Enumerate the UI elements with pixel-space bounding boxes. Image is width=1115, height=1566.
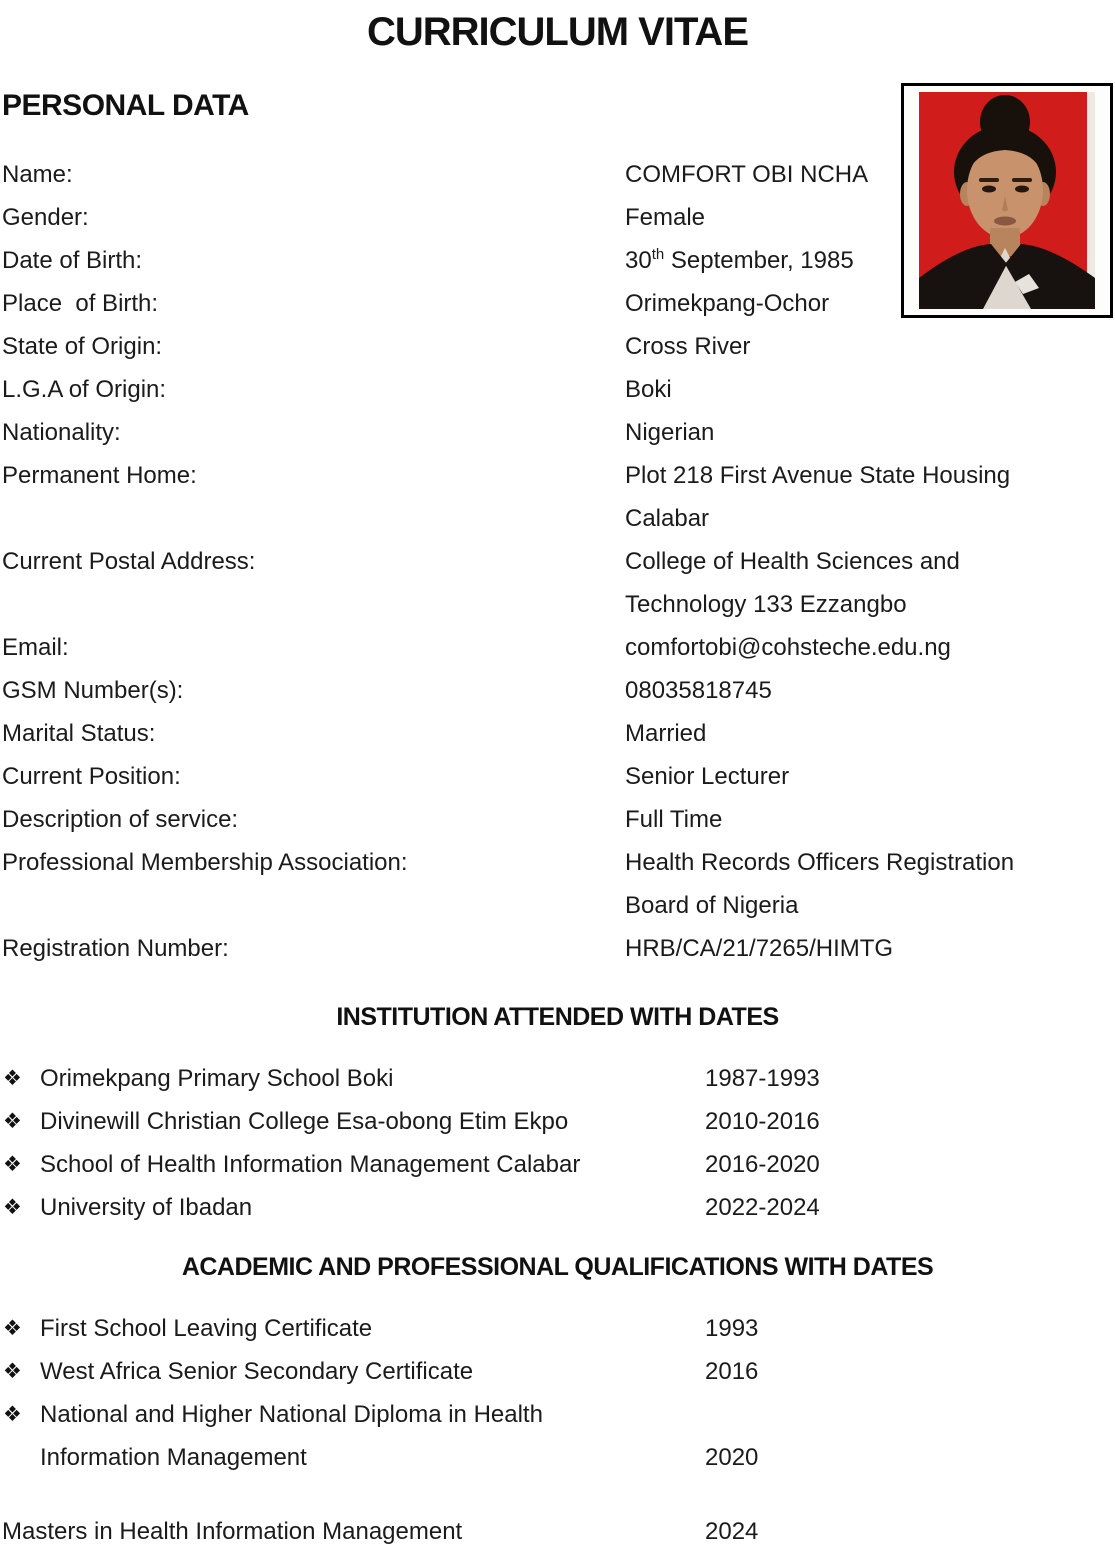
diamond-bullet-icon: ❖ [3,1067,22,1090]
diamond-bullet-icon: ❖ [3,1110,22,1133]
field-label: Registration Number: [2,935,229,962]
field-value [625,626,951,669]
field-value [625,755,789,798]
personal-data-row [2,712,1115,755]
passport-photo-graphic [919,92,1095,309]
field-value [625,325,750,368]
list-item-dates: 2010-2016 [705,1108,820,1135]
diamond-bullet-icon: ❖ [3,1153,22,1176]
field-value-line: Full Time [625,806,723,833]
personal-data-row [2,669,1115,712]
institution-row [0,1143,1115,1186]
field-value [625,927,893,970]
personal-data-row [2,626,1115,669]
list-item-text: First School Leaving Certificate [40,1315,373,1342]
field-label: Marital Status: [2,720,156,747]
field-value-line: Nigerian [625,419,715,446]
list-item-text: National and Higher National Diploma in Health [40,1401,543,1428]
field-label: Name: [2,161,73,188]
field-value-line: COMFORT OBI NCHA [625,161,869,188]
field-value [625,411,714,454]
list-item-text: Orimekpang Primary School Boki [40,1065,394,1092]
field-label: Professional Membership Association: [2,849,408,876]
field-value [625,368,672,411]
diamond-bullet-icon: ❖ [3,1403,22,1426]
field-value [625,540,960,626]
field-label: Date of Birth: [2,247,143,274]
passport-photo [901,83,1113,318]
field-value-line: Cross River [625,333,751,360]
institution-row [0,1100,1115,1143]
field-value-line: HRB/CA/21/7265/HIMTG [625,935,894,962]
field-value-line: Boki [625,376,672,403]
qualification-row [0,1307,1115,1350]
field-label: Permanent Home: [2,462,197,489]
field-label: Current Postal Address: [2,548,256,575]
diamond-bullet-icon: ❖ [3,1196,22,1219]
diamond-bullet-icon: ❖ [3,1317,22,1340]
field-label: GSM Number(s): [2,677,184,704]
personal-data-row [2,755,1115,798]
list-item-dates: 2016 [705,1358,759,1385]
list-item-text: School of Health Information Management Calabar [40,1151,581,1178]
list-item-text: Information Management [40,1444,307,1471]
field-value-line: Technology 133 Ezzangbo [625,591,907,618]
document-title: CURRICULUM VITAE [366,10,748,54]
qualifications-heading: ACADEMIC AND PROFESSIONAL QUALIFICATIONS WITH DATES [181,1253,934,1281]
field-label: Current Position: [2,763,181,790]
qualification-row [0,1393,1115,1436]
institution-row [0,1186,1115,1229]
field-value-line: Health Records Officers Registration [625,849,1015,876]
field-value [625,841,1014,927]
personal-data-row [2,540,1115,626]
list-item-text: University of Ibadan [40,1194,253,1221]
field-label: L.G.A of Origin: [2,376,167,403]
field-value-line: Calabar [625,505,710,532]
list-item-dates: 2022-2024 [705,1194,820,1221]
field-value-line: Married [625,720,707,747]
institutions-list [0,1057,1115,1229]
list-item-dates: 2016-2020 [705,1151,820,1178]
list-item-text: West Africa Senior Secondary Certificate [40,1358,474,1385]
qualification-row [0,1350,1115,1393]
field-label: State of Origin: [2,333,163,360]
field-label: Description of service: [2,806,239,833]
field-value [625,454,1010,540]
personal-data-row [2,798,1115,841]
personal-data-row [2,841,1115,927]
field-label: Email: [2,634,69,661]
institutions-heading: INSTITUTION ATTENDED WITH DATES [336,1003,779,1031]
field-label: Gender: [2,204,89,231]
personal-data-row [2,368,1115,411]
field-value-line: Plot 218 First Avenue State Housing [625,462,1011,489]
field-value-line: Board of Nigeria [625,892,799,919]
field-value-line: 30th September, 1985 [625,246,854,274]
diamond-bullet-icon: ❖ [3,1360,22,1383]
personal-data-row [2,454,1115,540]
field-value-line: comfortobi@cohsteche.edu.ng [625,634,951,661]
list-item-text: Masters in Health Information Management [2,1518,463,1545]
list-item-dates: 2024 [705,1518,759,1545]
list-item-dates: 1987-1993 [705,1065,820,1092]
personal-data-row [2,927,1115,970]
list-item-text: Divinewill Christian College Esa-obong Etim Ekpo [40,1108,569,1135]
field-value [625,282,829,325]
qualification-row [0,1510,1115,1553]
field-value [625,239,854,282]
field-value [625,712,706,755]
institution-row [0,1057,1115,1100]
qualification-row [0,1436,1115,1479]
personal-data-row [2,325,1115,368]
list-item-dates: 1993 [705,1315,759,1342]
field-value-line: Orimekpang-Ochor [625,290,830,317]
field-label: Place of Birth: [2,290,159,317]
field-value-line: Senior Lecturer [625,763,790,790]
ordinal-suffix: th [651,246,665,263]
qualifications-list [0,1307,1115,1553]
list-item-dates: 2020 [705,1444,759,1471]
field-value [625,798,722,841]
field-value [625,669,772,712]
personal-data-row [2,411,1115,454]
field-value-line: College of Health Sciences and [625,548,960,575]
field-value-line: Female [625,204,706,231]
field-value [625,196,705,239]
field-value [625,153,868,196]
field-value-line: 08035818745 [625,677,772,704]
personal-data-heading: PERSONAL DATA [2,89,249,122]
field-label: Nationality: [2,419,121,446]
